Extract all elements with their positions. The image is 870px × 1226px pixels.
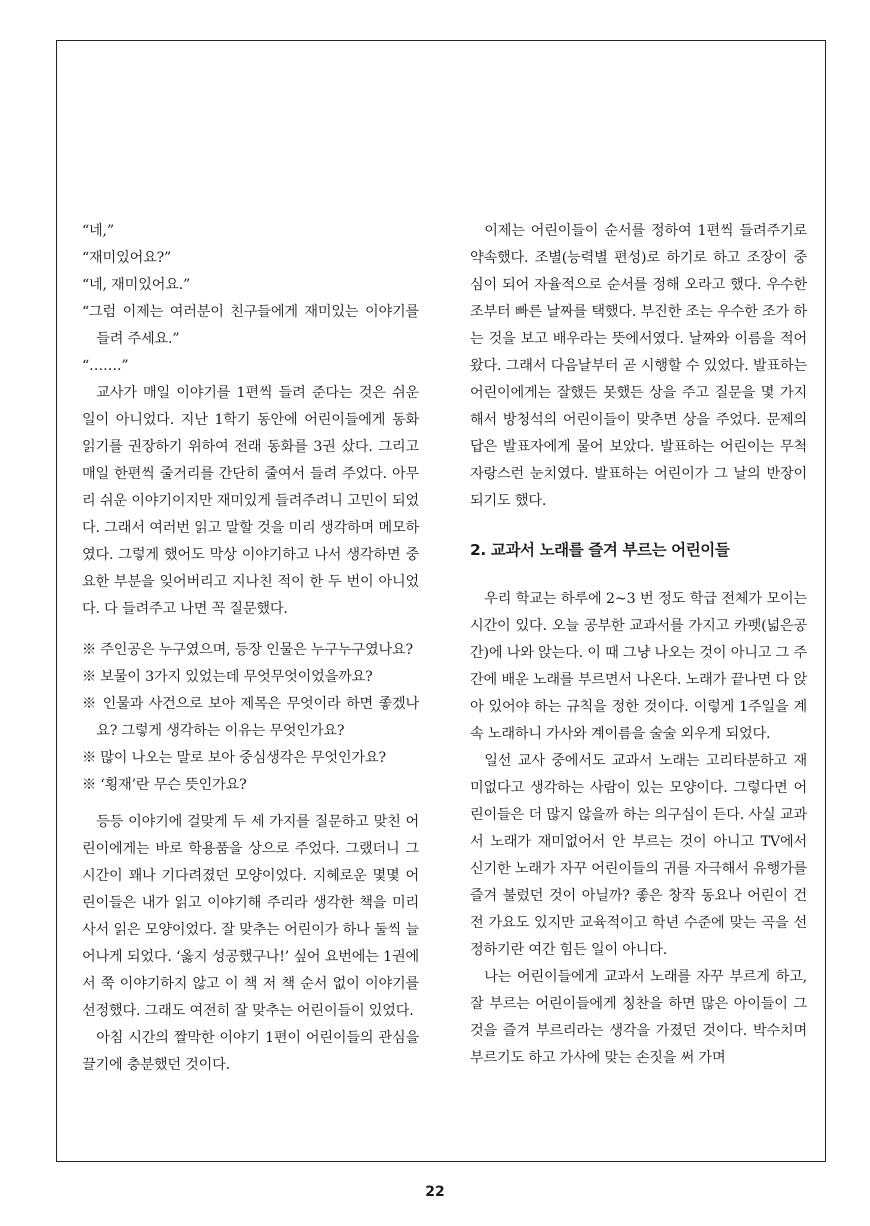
dialogue-line: “네,” [82,223,114,239]
dialogue-line: “재미있어요?” [82,250,172,266]
right-column [470,218,807,1072]
body-paragraph: 이제는 어린이들이 순서를 정하여 1편씩 들려주기로 약속했다. 조별(능력별 편성)로 하기로 하고 조장이 중심이 되어 자율적으로 순서를 정해 오라고 했다. 우수한 조부터 빠른 날짜를 택했다. 부진한 조는 우수한 조가 하는 것을 보고 배우라는 뜻에서였다. 날짜와 이름을 적어 왔다. 그래서 다음날부터 곧 시행할 수 있었다. 발표하는 어린이에게는 잘했든 못했든 상을 주고 질문을 몇 가지 해서 방청석의 어린이들이 맞추면 상을 주었다. 문제의 답은 발표자에게 물어 보았다. 발표하는 어린이는 무척 자랑스런 눈치였다. 발표하는 어린이가 그 날의 반장이 되기도 했다. [470,223,807,509]
left-column [82,218,419,1079]
dialogue-line: “네, 재미있어요.” [82,277,191,293]
dialogue-line: “그럼 이제는 여러분이 친구들에게 재미있는 이야기를 들려 주세요.” [82,304,419,347]
section-heading: 2. 교과서 노래를 즐겨 부르는 어린이들 [470,541,730,559]
question-item: ※ 많이 나오는 말로 보아 중심생각은 무엇인가요? [82,750,386,766]
question-item: ※ 주인공은 누구였으며, 등장 인물은 누구누구였나요? [82,642,413,658]
body-paragraph: 등등 이야기에 걸맞게 두 세 가지를 질문하고 맞친 어린이에게는 바로 학용품을 상으로 주었다. 그랬더니 그 시간이 꽤나 기다려졌던 모양이었다. 지혜로운 몇몇 어린이들은 내가 읽고 이야기해 주리라 생각한 책을 미리 사서 읽은 모양이었다. 잘 맞추는 어린이가 하나 둘씩 늘어나게 되었다. ‘옳지 성공했구나!’ 싶어 요번에는 1권에서 쭉 이야기하지 않고 이 책 저 책 순서 없이 이야기를 선정했다. 그래도 여전히 잘 맞추는 어린이들이 있었다. [82,814,419,1019]
question-item: ※ 보물이 3가지 있었는데 무엇무엇이었을까요? [82,669,373,685]
body-paragraph: 아침 시간의 짤막한 이야기 1편이 어린이들의 관심을 끌기에 충분했던 것이다. [82,1030,419,1073]
question-item: ※ ‘횡재’란 무슨 뜻인가요? [82,777,247,793]
page-number: 22 [425,1184,445,1200]
body-paragraph: 우리 학교는 하루에 2~3 번 정도 학급 전체가 모이는 시간이 있다. 오늘 공부한 교과서를 가지고 카펫(넓은공간)에 나와 앉는다. 이 때 그냥 나오는 것이 아니고 그 주간에 배운 노래를 부르면서 나온다. 노래가 끝나면 다 앉아 있어야 하는 규칙을 정한 것이다. 이렇게 1주일을 계속 노래하니 가사와 계이름을 술술 외우게 되었다. [470,591,807,742]
dialogue-line: “…….” [82,358,129,374]
body-paragraph: 나는 어린이들에게 교과서 노래를 자꾸 부르게 하고, 잘 부르는 어린이들에게 칭찬을 하면 많은 아이들이 그것을 즐겨 부르리라는 생각을 가졌던 것이다. 박수치며 부르기도 하고 가사에 맞는 손짓을 써 가며 [470,969,807,1066]
body-paragraph: 일선 교사 중에서도 교과서 노래는 고리타분하고 재미없다고 생각하는 사람이 있는 모양이다. 그렇다면 어린이들은 더 많지 않을까 하는 의구심이 든다. 사실 교과서 노래가 재미없어서 안 부르는 것이 아니고 TV에서 신기한 노래가 자꾸 어린이들의 귀를 자극해서 유행가를 즐겨 불렀던 것이 아닐까? 좋은 창작 동요나 어린이 건전 가요도 있지만 교육적이고 학년 수준에 맞는 곡을 선정하기란 여간 힘든 일이 아니다. [470,753,807,958]
body-paragraph: 교사가 매일 이야기를 1편씩 들려 준다는 것은 쉬운 일이 아니었다. 지난 1학기 동안에 어린이들에게 동화 읽기를 권장하기 위하여 전래 동화를 3권 샀다. 그리고 매일 한편씩 줄거리를 간단히 줄여서 들려 주었다. 아무리 쉬운 이야기이지만 재미있게 들려주려니 고민이 되었다. 그래서 여러번 읽고 말할 것을 미리 생각하며 메모하였다. 그렇게 했어도 막상 이야기하고 나서 생각하면 중요한 부분을 잊어버리고 지나친 적이 한 두 번이 아니었다. 다 들려주고 나면 꼭 질문했다. [82,385,419,617]
question-item: ※ 인물과 사건으로 보아 제목은 무엇이라 하면 좋겠나요? 그렇게 생각하는 이유는 무엇인가요? [82,696,419,739]
